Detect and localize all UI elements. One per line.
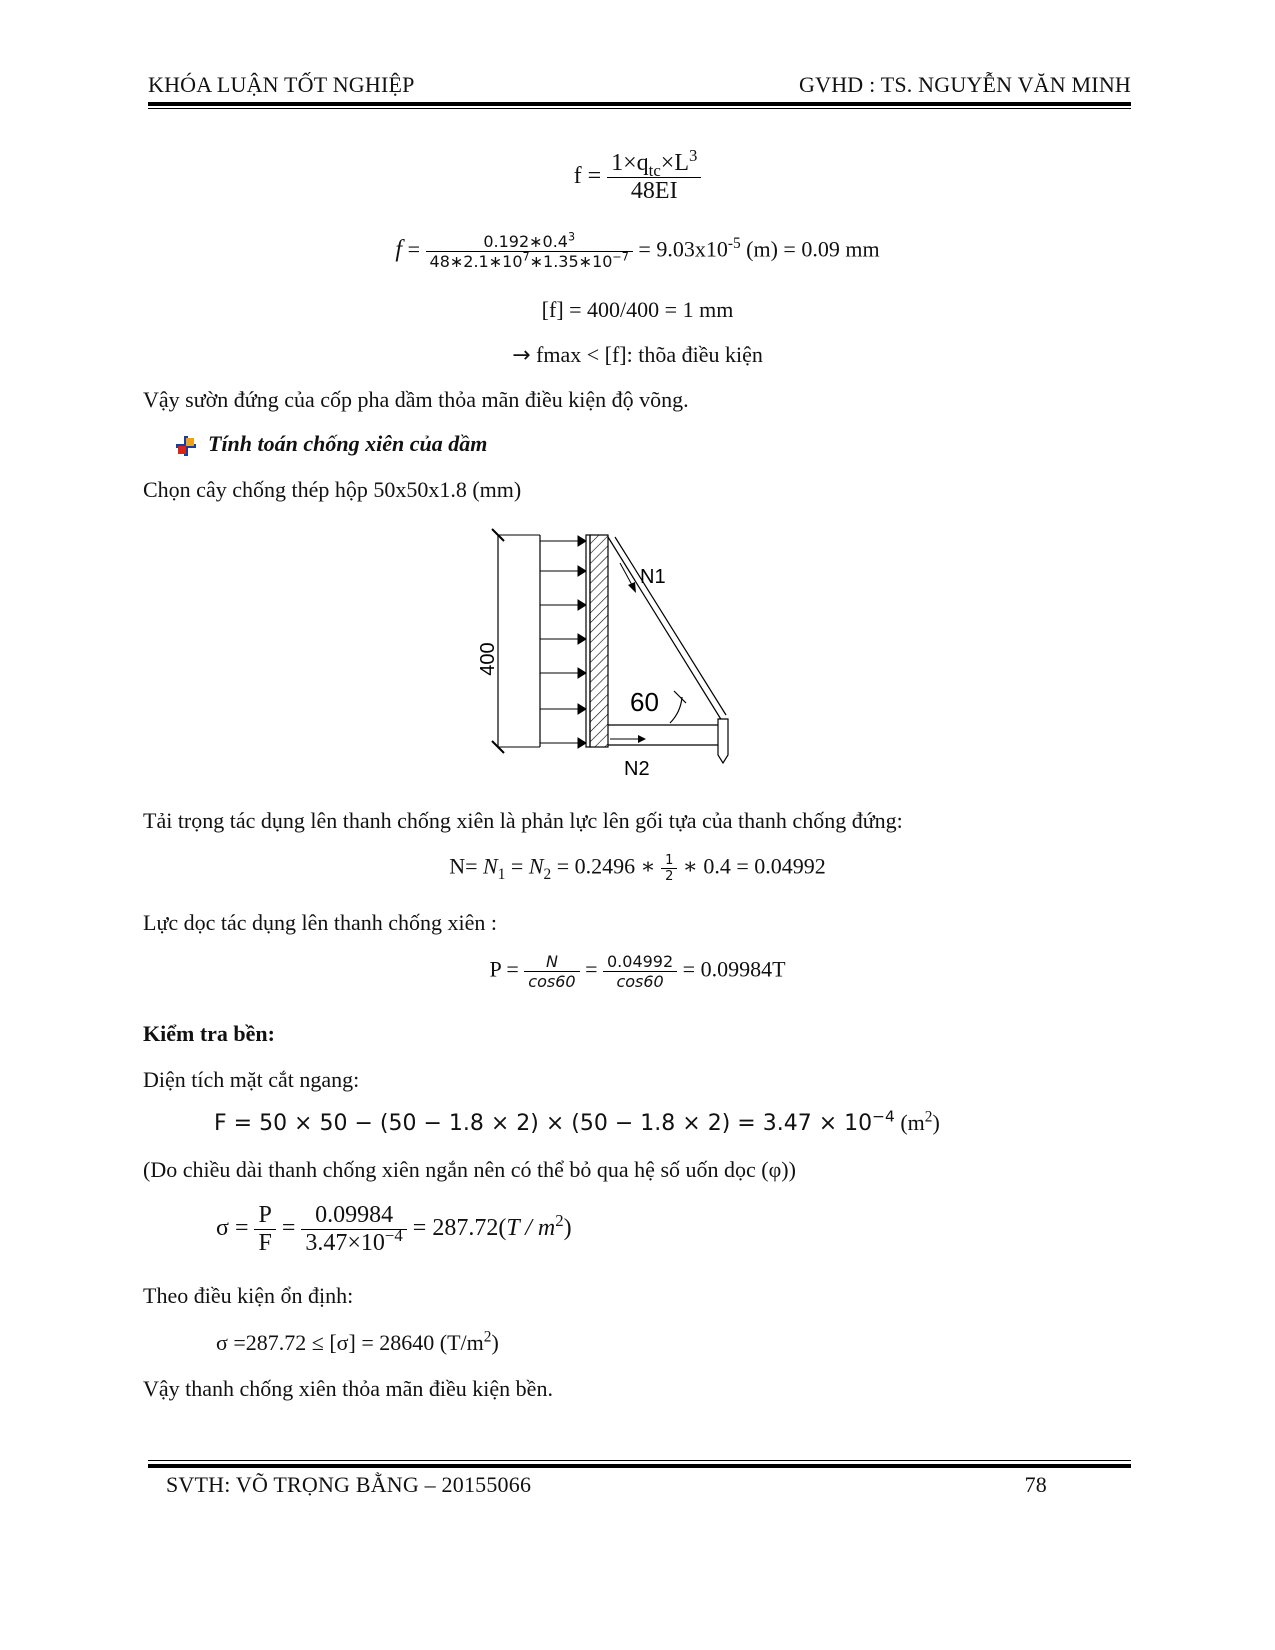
stress-formula: σ = $\frac{P}{F}$ = $\frac{0.09984}{3.47\times 10^{-4}}$ = $287.72(T / m^2)$ — [216, 1202, 572, 1256]
axial-force-formula: P = $\frac{N}{\cos 60}$ = $\frac{0.04992}{\cos 60}$ = 0.09984T — [489, 952, 786, 991]
paragraph-section-area: Diện tích mặt cắt ngang: — [143, 1067, 360, 1092]
deflection-formula: f = $\frac{1\times q_{tc}\times L^3}{48EI}$ — [0, 150, 1275, 205]
paragraph-stability: Theo điều kiện ổn định: — [143, 1283, 354, 1308]
paragraph-load-description: Tải trọng tác dụng lên thanh chống xiên là phản lực lên gối tựa của thanh chống đứng: — [143, 808, 903, 833]
n2-label: N2 — [624, 758, 650, 780]
deflection-check: → fmax < [f]: thõa điều kiện — [512, 342, 763, 368]
allowable-deflection: [f] = 400/400 = 1 mm — [541, 297, 734, 322]
section-heading: Tính toán chống xiên của dầm — [176, 431, 487, 457]
angle-label: 60 — [630, 687, 659, 717]
footer-student: SVTH: VÕ TRỌNG BẰNG – 20155066 — [166, 1472, 532, 1497]
paragraph-strut-selection: Chọn cây chống thép hộp 50x50x1.8 (mm) — [143, 477, 522, 502]
dimension-label: 400 — [477, 642, 499, 676]
bullet-icon — [176, 436, 196, 456]
stability-check: σ =287.72 ≤ [σ] = 28640 $(T/m^2)$ — [216, 1328, 499, 1355]
paragraph-conclusion-strength: Vậy thanh chống xiên thỏa mãn điều kiện bền. — [143, 1376, 553, 1401]
area-formula: $F = 50 \times 50 - (50 - 1.8 \times 2) \times (50 - 1.8 \times 2) = 3.47 \times 10^{-4}$ $(m^2)$ — [214, 1107, 940, 1136]
reaction-formula: $N= N_1 = N_2 = 0.2496$ ∗ $\frac{1}{2}$ ∗ 0.4 = 0.04992 — [449, 853, 826, 884]
header-left: KHÓA LUẬN TỐT NGHIỆP — [148, 72, 415, 97]
page-number: 78 — [1024, 1472, 1047, 1497]
strut-diagram — [460, 525, 750, 785]
paragraph-conclusion-deflection: Vậy sườn đứng của cốp pha dầm thỏa mãn điều kiện độ võng. — [143, 387, 689, 412]
paragraph-axial-force: Lực dọc tác dụng lên thanh chống xiên : — [143, 910, 498, 935]
footer-rule-thin — [148, 1460, 1131, 1461]
header-right: GVHD : TS. NGUYỄN VĂN MINH — [799, 72, 1131, 97]
deflection-calculation: f = $\frac{0.192∗0.4^3}{48∗2.1∗10^7∗1.35∗10^{-7}}$ = $9.03x10^{-5}$ (m) = 0.09 mm — [395, 230, 880, 271]
header-rule-thin — [148, 108, 1131, 109]
paragraph-buckling-note: (Do chiều dài thanh chống xiên ngắn nên có thể bỏ qua hệ số uốn dọc (φ)) — [143, 1157, 796, 1182]
header-rule — [148, 102, 1131, 106]
n1-label: N1 — [640, 566, 666, 588]
footer-rule — [148, 1464, 1131, 1468]
section-heading-strength: Kiểm tra bền: — [143, 1021, 275, 1046]
